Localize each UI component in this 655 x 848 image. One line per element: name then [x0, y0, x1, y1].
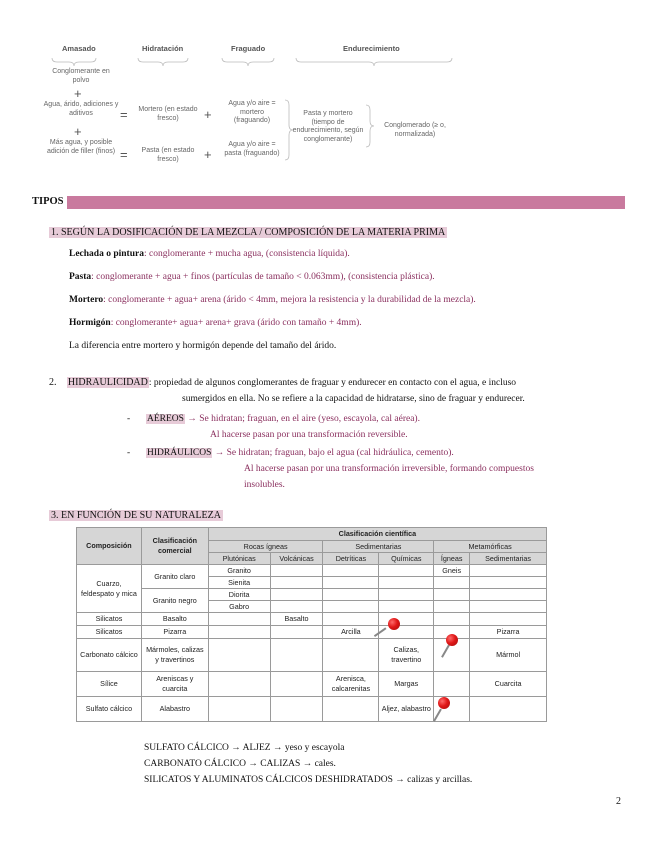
cell-empty [270, 565, 323, 577]
page-number: 2 [616, 796, 621, 807]
item-mortero [69, 295, 476, 305]
cell-detritica: Arenisca, calcarenitas [323, 672, 379, 697]
term-lechada: Lechada o pintura [69, 249, 144, 259]
header-plutonicas: Plutónicas [208, 553, 270, 565]
cell-commercial: Granito negro [141, 589, 208, 613]
aereos-term: AÉREOS [147, 414, 184, 424]
dash-bullet: - [127, 414, 131, 424]
cell-plutonica: Gabro [208, 601, 270, 613]
term-mortero: Mortero [69, 295, 104, 305]
cell-empty [270, 577, 323, 589]
cell-sedimentaria: Pizarra [470, 626, 547, 639]
cell-empty [323, 589, 379, 601]
table-row [77, 613, 547, 626]
table-row [77, 639, 547, 672]
hidraulicidad-def-2: sumergidos en ella. No se refiere a la capacidad de hidratarse, sino de fraguar y endurecer. [182, 394, 525, 404]
table-row [77, 672, 547, 697]
diagram-aire-mortero: Agua y/o aire = mortero (fraguando) [228, 100, 276, 124]
stage-hidratacion: Hidratación [142, 44, 184, 53]
term-hormigon: Hormigón [69, 318, 111, 328]
plus-sign: + [204, 147, 212, 162]
cell-commercial: Mármoles, calizas y travertinos [141, 639, 208, 672]
diagram-pasta-fresco: Pasta (en estado fresco) [141, 147, 195, 163]
aereos-def: → Se hidratan; fraguan, en el aire (yeso, escayola, cal aérea). [184, 414, 420, 424]
def-pasta: : conglomerante + agua + finos (partículas de tamaño < 0.063mm), (consistencia plástica). [91, 272, 435, 282]
hidraulicidad-term: HIDRAULICIDAD [67, 377, 148, 388]
cell-empty [379, 577, 434, 589]
brace-hidratacion [138, 58, 188, 66]
hidraulicos-line2: Al hacerse pasan por una transformación irreversible, formando compuestos [244, 464, 534, 474]
cell-commercial: Areniscas y cuarcita [141, 672, 208, 697]
plus-sign: + [74, 124, 82, 139]
red-pin-icon [388, 618, 400, 630]
tipos-bar [67, 196, 625, 209]
tipos-label: TIPOS [32, 196, 64, 207]
header-rocas-igneas: Rocas ígneas [208, 541, 323, 553]
brace-right-2 [366, 105, 374, 147]
cell-empty [270, 672, 323, 697]
aereos-line1 [146, 414, 420, 424]
header-sedimentarias: Sedimentarias [323, 541, 434, 553]
hidraulicos-line3: insolubles. [244, 480, 285, 490]
table-row [77, 589, 547, 601]
cell-composition: Sílice [77, 672, 142, 697]
cell-composition: Silicatos [77, 613, 142, 626]
cell-empty [270, 697, 323, 722]
table-row [77, 565, 547, 577]
plus-sign: + [74, 86, 82, 101]
cell-empty [470, 601, 547, 613]
cell-empty [323, 697, 379, 722]
brace-amasado [52, 58, 96, 66]
stage-amasado: Amasado [62, 44, 96, 53]
diagram-agua-arido: Agua, árido, adiciones y aditivos [43, 101, 119, 117]
header-clasificacion-cientifica: Clasificación científica [208, 528, 546, 541]
cell-empty [208, 639, 270, 672]
summary-line-silicatos: SILICATOS Y ALUMINATOS CÁLCICOS DESHIDRATADOS → calizas y arcillas. [144, 775, 473, 785]
header-quimicas: Químicas [379, 553, 434, 565]
cell-empty [323, 601, 379, 613]
hidraulicidad-def-1: : propiedad de algunos conglomerantes de fraguar y endurecer en contacto con el agua, e incluso [148, 378, 517, 388]
cell-empty [470, 577, 547, 589]
cell-empty [470, 589, 547, 601]
cell-empty [379, 601, 434, 613]
section-2-line1 [49, 377, 516, 388]
cell-plutonica: Sienita [208, 577, 270, 589]
cell-empty [470, 697, 547, 722]
cell-quimica: Margas [379, 672, 434, 697]
cell-empty [270, 639, 323, 672]
section-1-note: La diferencia entre mortero y hormigón depende del tamaño del árido. [69, 341, 337, 351]
cell-commercial: Granito claro [141, 565, 208, 589]
item-pasta [69, 272, 435, 282]
section-3-heading: 3. EN FUNCIÓN DE SU NATURALEZA [51, 510, 221, 521]
term-pasta: Pasta [69, 272, 92, 282]
cell-composition: Cuarzo, feldespato y mica [77, 565, 142, 613]
cell-empty [434, 589, 470, 601]
cell-empty [434, 577, 470, 589]
cell-ignea: Gneis [434, 565, 470, 577]
section-2-number: 2. [49, 377, 57, 388]
red-pin-icon [438, 697, 450, 709]
cell-commercial: Alabastro [141, 697, 208, 722]
cell-empty [379, 626, 434, 639]
cell-plutonica: Diorita [208, 589, 270, 601]
header-clasificacion-comercial: Clasificación comercial [141, 528, 208, 565]
cell-empty [434, 601, 470, 613]
cell-empty [323, 639, 379, 672]
equals-sign: = [120, 147, 128, 162]
cell-empty [208, 626, 270, 639]
cell-empty [270, 626, 323, 639]
item-lechada [69, 249, 350, 259]
cell-empty [434, 672, 470, 697]
diagram-conglomerado: Conglomerado (≥ o, normalizada) [384, 122, 446, 138]
cell-commercial: Basalto [141, 613, 208, 626]
equals-sign: = [120, 107, 128, 122]
cell-empty [208, 613, 270, 626]
red-pin-icon [446, 634, 458, 646]
diagram-conglomerante: Conglomerante en polvo [52, 68, 110, 84]
cell-quimica: Aljez, alabastro [379, 697, 434, 722]
header-detriticas: Detríticas [323, 553, 379, 565]
diagram-agua-filler: Más agua, y posible adición de filler (finos) [46, 139, 116, 155]
hidraulicos-def: → Se hidratan; fraguan, bajo el agua (cal hidráulica, cemento). [212, 448, 454, 458]
cell-detritica: Arcilla [323, 626, 379, 639]
cell-empty [379, 565, 434, 577]
def-hormigon: : conglomerante+ agua+ arena+ grava (árido con tamaño + 4mm). [110, 318, 362, 328]
diagram-mortero-fresco: Mortero (en estado fresco) [138, 106, 198, 122]
brace-fraguado [222, 58, 274, 66]
stage-endurecimiento: Endurecimiento [343, 44, 400, 53]
cell-commercial: Pizarra [141, 626, 208, 639]
hidraulicos-term: HIDRÁULICOS [147, 448, 212, 458]
header-sedimentarias-meta: Sedimentarias [470, 553, 547, 565]
cell-empty [323, 577, 379, 589]
cell-plutonica: Granito [208, 565, 270, 577]
cell-empty [470, 613, 547, 626]
def-mortero: : conglomerante + agua+ arena (árido < 4mm, mejora la resistencia y la durabilidad de la mezcla). [103, 295, 476, 305]
cell-empty [270, 589, 323, 601]
dash-bullet: - [127, 448, 131, 458]
cell-quimica: Calizas, travertino [379, 639, 434, 672]
cell-empty [434, 613, 470, 626]
diagram-braces [0, 0, 655, 200]
header-metamorficas: Metamórficas [434, 541, 547, 553]
cell-empty [323, 565, 379, 577]
cell-composition: Silicatos [77, 626, 142, 639]
cell-empty [208, 672, 270, 697]
cell-empty [208, 697, 270, 722]
stage-fraguado: Fraguado [231, 44, 266, 53]
summary-line-sulfato: SULFATO CÁLCICO → ALJEZ → yeso y escayola [144, 743, 345, 753]
cell-empty [470, 565, 547, 577]
item-hormigon [69, 318, 362, 328]
table-row [77, 697, 547, 722]
header-composicion: Composición [77, 528, 142, 565]
diagram-aire-pasta: Agua y/o aire = pasta (fraguando) [224, 141, 280, 157]
cell-composition: Carbonato cálcico [77, 639, 142, 672]
cell-volcanica: Basalto [270, 613, 323, 626]
hidraulicos-line1 [146, 448, 454, 458]
cell-sedimentaria: Mármol [470, 639, 547, 672]
cell-composition: Sulfato cálcico [77, 697, 142, 722]
header-igneas: Ígneas [434, 553, 470, 565]
header-volcanicas: Volcánicas [270, 553, 323, 565]
brace-endurecimiento [296, 58, 452, 66]
cell-empty [270, 601, 323, 613]
aereos-line2: Al hacerse pasan por una transformación reversible. [210, 430, 408, 440]
summary-line-carbonato: CARBONATO CÁLCICO → CALIZAS → cales. [144, 759, 336, 769]
section-1-heading: 1. SEGÚN LA DOSIFICACIÓN DE LA MEZCLA / COMPOSICIÓN DE LA MATERIA PRIMA [51, 227, 446, 238]
classification-table [76, 527, 547, 722]
cell-sedimentaria: Cuarcita [470, 672, 547, 697]
diagram-pasta-mortero: Pasta y mortero (tiempo de endurecimiento, según conglomerante) [292, 110, 364, 143]
table-row [77, 626, 547, 639]
plus-sign: + [204, 107, 212, 122]
cell-empty [323, 613, 379, 626]
def-lechada: : conglomerante + mucha agua, (consistencia líquida). [143, 249, 350, 259]
cell-empty [379, 589, 434, 601]
